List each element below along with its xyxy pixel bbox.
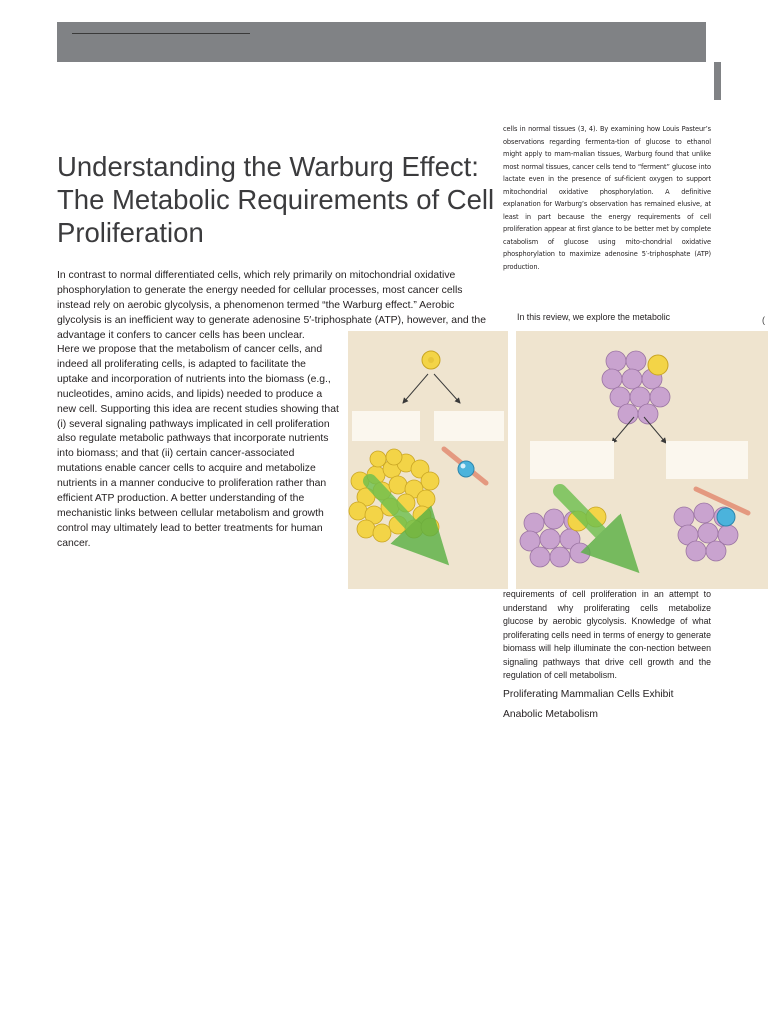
blue-cell <box>717 508 735 526</box>
header-bar <box>57 22 706 62</box>
purple-cell-diagram <box>516 331 768 589</box>
figure-panel-yellow-cells <box>348 331 508 589</box>
label-box-left <box>352 411 420 441</box>
body-paragraph-left: Here we propose that the metabolism of cancer cells, and indeed all proliferating cells, is adapted to facilitate the uptake and incorporation of nutrients into the biomass (e.g., nucleotides, amino acids, and lipids) needed to produce a new cell. Supporting this idea are recent studies showing that (i) several signaling pathways implicated in cell proliferation also regulate metabolic pathways that incorporate nutrients into biomass; and that (ii) certain cancer-associated mutations enable cancer cells to acquire and metabolize nutrients in a manner conducive to proliferation rather than efficient ATP production. A better understanding of the mechanistic links between cellular metabolism and growth control may ultimately lead to better treatments for human cancer. <box>57 344 339 549</box>
label-box-left <box>530 441 614 479</box>
side-tab-marker <box>714 62 721 100</box>
label-box-right <box>666 441 748 479</box>
section-heading-line-2: Anabolic Metabolism <box>503 709 599 720</box>
yellow-cell-diagram <box>348 331 508 589</box>
article-title: Understanding the Warburg Effect: The Metabolic Requirements of Cell Proliferation <box>57 151 495 248</box>
yellow-cell-cluster <box>349 449 439 542</box>
right-column-paragraph-intro: In this review, we explore the metabolic <box>517 312 671 322</box>
figure-panel-purple-cells <box>516 331 768 589</box>
blue-cell <box>458 461 474 477</box>
right-column-paragraph: cells in normal tissues (3, 4). By examining how Louis Pasteur’s observations regarding fermenta-tion of glucose to ethanol might apply to mam-malian tissues, Warburg found that unlike most normal tissues, cancer cells tend to “ferment” glucose into lactate even in the presence of suf-ficient oxygen to support mitochondrial oxidative phosphorylation. A definitive explanation for Warburg’s observation has remained elusive, at least in part because the energy requirements of cell proliferation appear at first glance to be better met by complete catabolism of glucose using mito-chondrial oxidative phosphorylation to maximize adenosine 5′-triphosphate (ATP) production. <box>503 125 711 271</box>
right-column-paragraph-continued: requirements of cell proliferation in an attempt to understand why proliferating cells metabolize glucose by aerobic glycolysis. Knowledge of what proliferating cells need in terms of energy to generate biomass will help illuminate the con-nection between signaling pathways that drive cell growth and the regulation of cell metabolism. <box>503 589 711 680</box>
abstract-paragraph: In contrast to normal differentiated cells, which rely primarily on mitochondrial oxidative phosphorylation to generate the energy needed for cellular processes, most cancer cells instead rely on aerobic glycolysis, a phenomenon termed “the Warburg effect.” Aerobic glycolysis is an inefficient way to generate adenosine 5′-triphosphate (ATP), however, and the advantage it confers to cancer cells has been unclear. <box>57 270 486 341</box>
label-box-right <box>434 411 504 441</box>
clipped-edge-text: ( <box>762 315 765 325</box>
section-heading-line-1: Proliferating Mammalian Cells Exhibit <box>503 689 674 700</box>
header-rule <box>72 33 250 34</box>
